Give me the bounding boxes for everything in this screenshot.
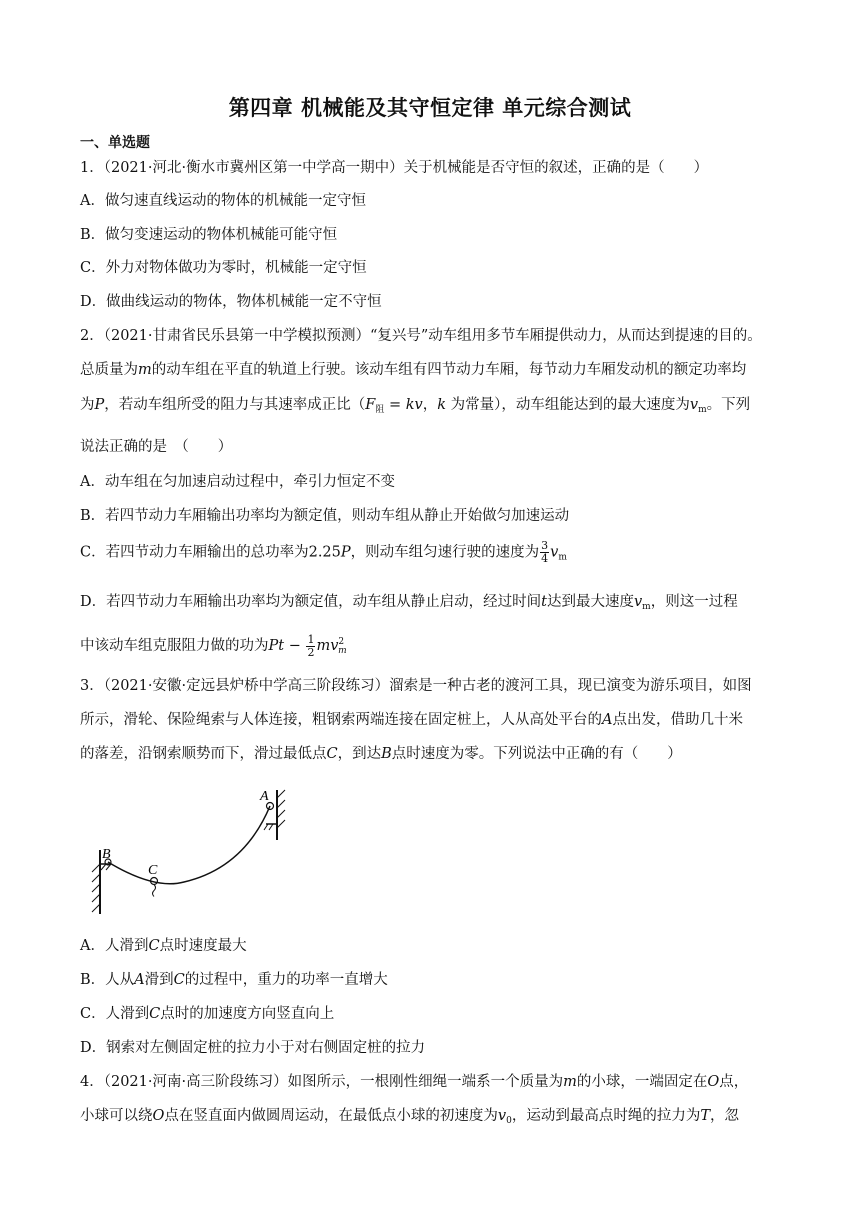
fraction-one-half: $\frac{1}{2}$ xyxy=(307,632,315,659)
question-2-stem-line-2: 总质量为m的动车组在平直的轨道上行驶。该动车组有四节动力车厢，每节动力车厢发动机的额定功率均 xyxy=(80,362,747,378)
question-1-option-c: C．外力对物体做功为零时，机械能一定守恒 xyxy=(80,260,367,276)
question-2-stem-line-4: 说法正确的是 （ ） xyxy=(80,439,233,455)
page-title: 第四章 机械能及其守恒定律 单元综合测试 xyxy=(228,96,632,120)
right-platform-hatch xyxy=(269,824,273,830)
left-post-hatch xyxy=(92,874,100,882)
question-3-stem-line-3: 的落差，沿钢索顺势而下，滑过最低点C，到达B点时速度为零。下列说法中正确的有（ ） xyxy=(80,746,682,762)
rider-rope xyxy=(153,885,156,897)
question-4-stem-line-1: 4．（2021·河南·高三阶段练习）如图所示，一根刚性细绳一端系一个质量为m的小球，一端固定在O点， xyxy=(80,1074,749,1090)
question-2-option-a: A．动车组在匀加速启动过程中，牵引力恒定不变 xyxy=(80,474,395,490)
question-3-option-b: B．人从A滑到C的过程中，重力的功率一直增大 xyxy=(80,972,388,988)
right-platform-hatch xyxy=(264,824,268,830)
question-3-option-d: D．钢索对左侧固定桩的拉力小于对右侧固定桩的拉力 xyxy=(80,1040,426,1056)
question-2-option-b: B．若四节动力车厢输出功率均为额定值，则动车组从静止开始做匀加速运动 xyxy=(80,508,570,524)
left-platform-hatch xyxy=(101,864,106,870)
question-2-option-d-line-2: 中该动车组克服阻力做的功为Pt − $\frac{1}{2}$ $mv^2_m$ xyxy=(80,632,347,659)
question-1-option-d: D．做曲线运动的物体，物体机械能一定不守恒 xyxy=(80,294,382,310)
right-post-hatch xyxy=(277,820,285,828)
question-2-option-d: D．若四节动力车厢输出功率均为额定值，动车组从静止启动，经过时间t达到最大速度$v_m$，则这一过程 xyxy=(80,594,738,612)
zipline-figure xyxy=(84,780,294,920)
question-2-stem-line-3: 为P，若动车组所受的阻力与其速率成正比（$F_阻$ = kv，k 为常量），动车组能达到的最大速度为$v_m$。下列 xyxy=(80,397,751,415)
question-1-option-a: A．做匀速直线运动的物体的机械能一定守恒 xyxy=(80,193,366,209)
steel-cable xyxy=(108,806,270,884)
question-2-option-c: C．若四节动力车厢输出的总功率为2.25P，则动车组匀速行驶的速度为 $\frac{3}{4}$ $v_m$ xyxy=(80,539,567,565)
left-post-hatch xyxy=(92,904,100,912)
question-4-stem-line-2: 小球可以绕O点在竖直面内做圆周运动，在最低点小球的初速度为$v_0$，运动到最高点时绳的拉力为T，忽 xyxy=(80,1108,739,1126)
question-3-stem-line-1: 3．（2021·安徽·定远县炉桥中学高三阶段练习）溜索是一种古老的渡河工具，现已演变为游乐项目，如图 xyxy=(80,678,752,694)
point-a-label: A xyxy=(260,789,269,804)
left-post-hatch xyxy=(92,884,100,892)
question-1-option-b: B．做匀变速运动的物体机械能可能守恒 xyxy=(80,227,338,243)
question-3-stem-line-2: 所示，滑轮、保险绳索与人体连接，粗钢索两端连接在固定桩上，人从高处平台的A点出发，借助几十米 xyxy=(80,712,743,728)
left-post-hatch xyxy=(92,894,100,902)
right-post-hatch xyxy=(277,790,285,798)
point-c-label: C xyxy=(148,863,158,878)
right-post-hatch xyxy=(277,800,285,808)
question-1-stem: 1．（2021·河北·衡水市冀州区第一中学高一期中）关于机械能是否守恒的叙述，正确的是（ ） xyxy=(80,160,709,176)
right-post-hatch xyxy=(277,810,285,818)
question-3-option-c: C．人滑到C点时的加速度方向竖直向上 xyxy=(80,1006,335,1022)
left-post-hatch xyxy=(92,864,100,872)
question-3-option-a: A．人滑到C点时速度最大 xyxy=(80,938,247,954)
point-b-label: B xyxy=(102,847,111,862)
fraction-three-quarters: $\frac{3}{4}$ xyxy=(541,539,549,565)
section-heading: 一、单选题 xyxy=(80,135,150,151)
question-2-stem-line-1: 2．（2021·甘肃省民乐县第一中学模拟预测）“复兴号”动车组用多节车厢提供动力，从而达到提速的目的。 xyxy=(80,328,762,344)
